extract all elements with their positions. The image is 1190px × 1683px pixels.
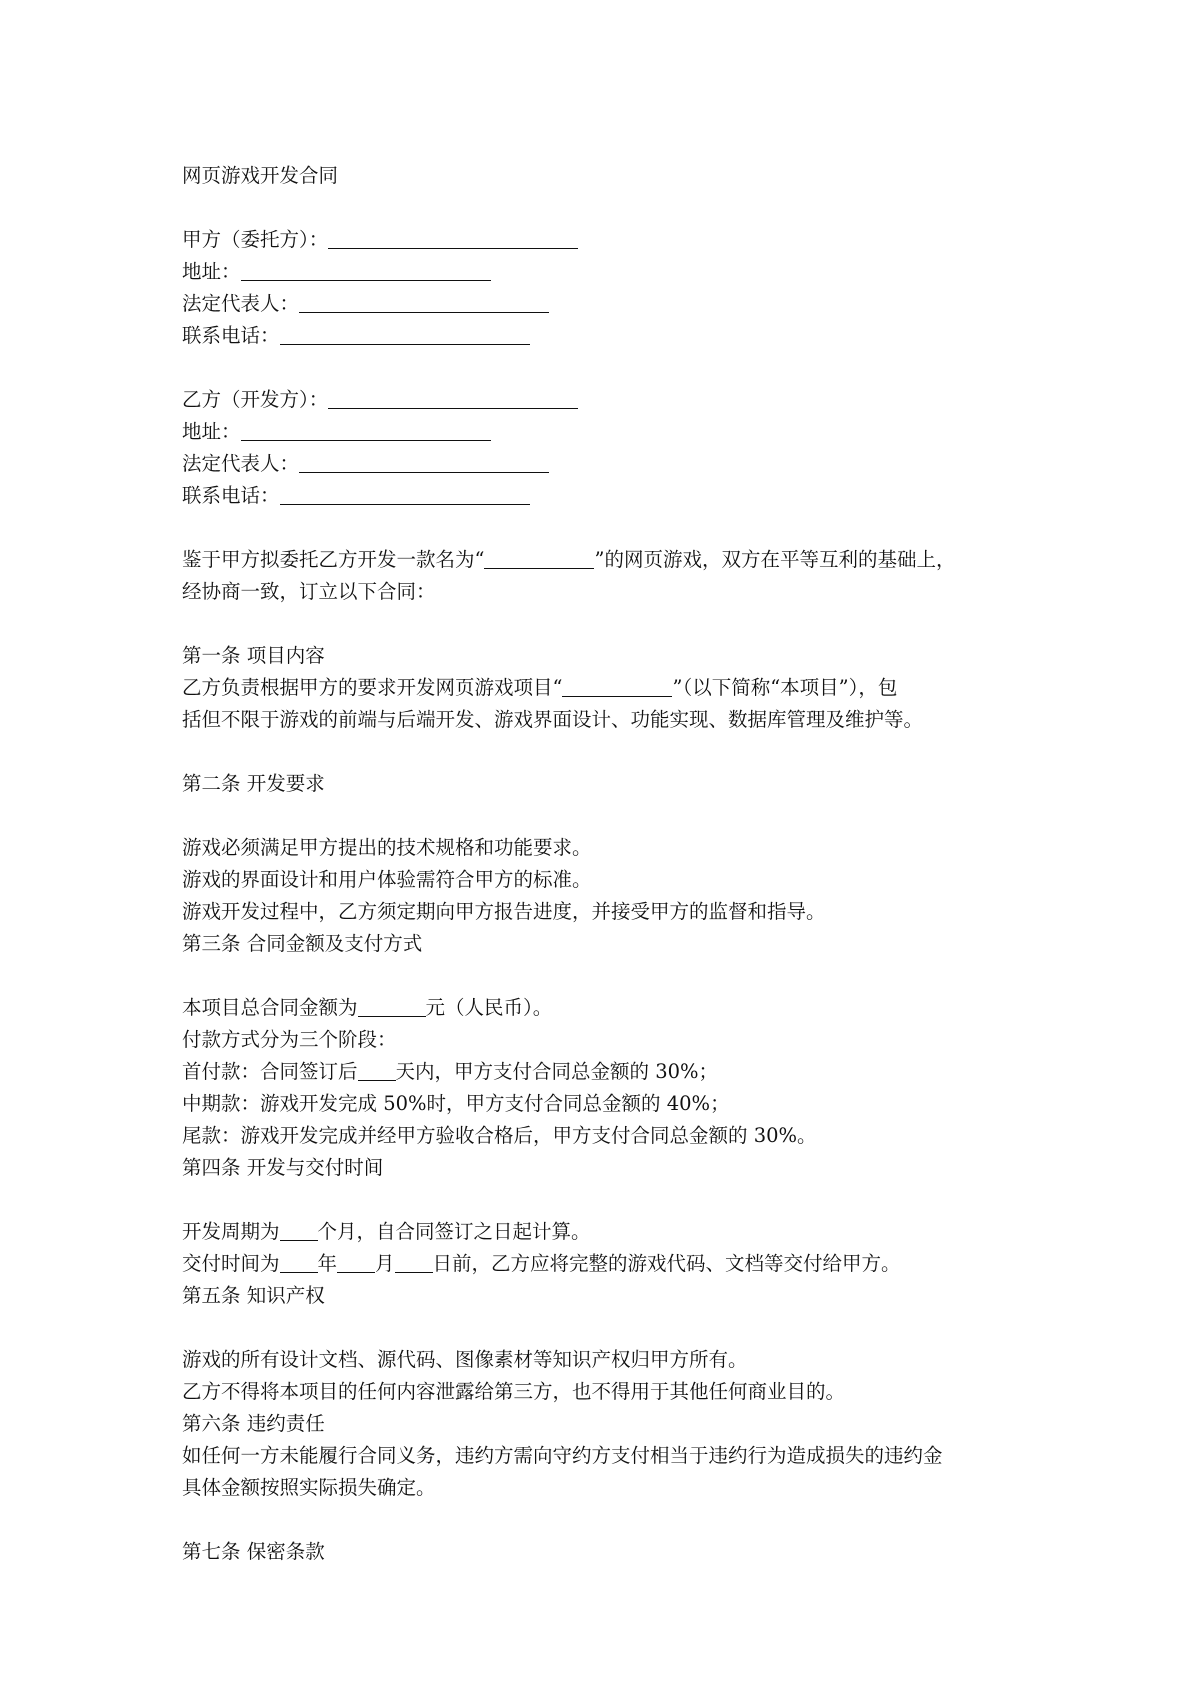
party-b-name-blank[interactable] — [328, 386, 578, 409]
party-a-rep-label: 法定代表人： — [182, 292, 300, 315]
party-a-phone-row — [182, 320, 1022, 352]
amount-text-pre: 本项目总合同金额为 — [182, 996, 358, 1019]
preamble-text-post: ”的网页游戏，双方在平等互利的基础上， — [594, 548, 956, 571]
party-b-phone-blank[interactable] — [280, 482, 530, 505]
party-b-phone-label: 联系电话： — [182, 484, 280, 507]
preamble-line-2: 经协商一致，订立以下合同： — [182, 580, 436, 603]
article-2-heading: 第二条 开发要求 — [182, 772, 325, 795]
first-payment-text-pre: 首付款：合同签订后 — [182, 1060, 358, 1083]
article-7-heading: 第七条 保密条款 — [182, 1540, 325, 1563]
delivery-day-blank[interactable] — [395, 1250, 433, 1273]
payment-intro: 付款方式分为三个阶段： — [182, 1028, 397, 1051]
preamble-text-pre: 鉴于甲方拟委托乙方开发一款名为“ — [182, 548, 485, 571]
delivery-text-pre: 交付时间为 — [182, 1252, 280, 1275]
party-a-name-label: 甲方（委托方）： — [182, 228, 329, 251]
article-2-item: 游戏开发过程中，乙方须定期向甲方报告进度，并接受甲方的监督和指导。 — [182, 900, 826, 923]
article-6-heading: 第六条 违约责任 — [182, 1412, 325, 1435]
first-payment-text-post: 天内，甲方支付合同总金额的 30%； — [395, 1060, 719, 1083]
period-text-pre: 开发周期为 — [182, 1220, 280, 1243]
party-a-rep-blank[interactable] — [299, 290, 549, 313]
period-text-post: 个月，自合同签订之日起计算。 — [317, 1220, 591, 1243]
dev-period-months-blank[interactable] — [280, 1218, 318, 1241]
first-payment-days-blank[interactable] — [358, 1058, 396, 1081]
final-payment-row: 尾款：游戏开发完成并经甲方验收合格后，甲方支付合同总金额的 30%。 — [182, 1124, 817, 1147]
party-a-address-label: 地址： — [182, 260, 241, 283]
preamble-line-1 — [182, 544, 1022, 576]
party-b-rep-blank[interactable] — [299, 450, 549, 473]
article-4-heading: 第四条 开发与交付时间 — [182, 1156, 384, 1179]
party-a-address-blank[interactable] — [241, 258, 491, 281]
game-name-blank[interactable] — [484, 546, 594, 569]
project-name-blank[interactable] — [562, 674, 672, 697]
year-label: 年 — [317, 1252, 338, 1275]
party-b-phone-row — [182, 480, 1022, 512]
article-5-heading: 第五条 知识产权 — [182, 1284, 325, 1307]
delivery-text-post: 日前，乙方应将完整的游戏代码、文档等交付给甲方。 — [432, 1252, 901, 1275]
party-a-phone-blank[interactable] — [280, 322, 530, 345]
party-b-address-blank[interactable] — [241, 418, 491, 441]
article-2-item: 游戏的界面设计和用户体验需符合甲方的标准。 — [182, 868, 592, 891]
article-1-line-2: 括但不限于游戏的前端与后端开发、游戏界面设计、功能实现、数据库管理及维护等。 — [182, 708, 924, 731]
dev-period-row — [182, 1216, 1022, 1248]
party-b-rep-row — [182, 448, 1022, 480]
party-a-rep-row — [182, 288, 1022, 320]
party-b-address-row — [182, 416, 1022, 448]
amount-text-post: 元（人民币）。 — [425, 996, 553, 1019]
delivery-year-blank[interactable] — [280, 1250, 318, 1273]
article-1-heading: 第一条 项目内容 — [182, 644, 325, 667]
article-2-item: 游戏必须满足甲方提出的技术规格和功能要求。 — [182, 836, 592, 859]
delivery-month-blank[interactable] — [337, 1250, 375, 1273]
party-a-phone-label: 联系电话： — [182, 324, 280, 347]
first-payment-row — [182, 1056, 1022, 1088]
article-1-line-1 — [182, 672, 1022, 704]
article-5-item: 乙方不得将本项目的任何内容泄露给第三方，也不得用于其他任何商业目的。 — [182, 1380, 846, 1403]
party-a-name-row — [182, 224, 1022, 256]
party-b-name-row — [182, 384, 1022, 416]
contract-page — [182, 160, 1022, 1568]
party-b-rep-label: 法定代表人： — [182, 452, 300, 475]
mid-payment-row: 中期款：游戏开发完成 50%时，甲方支付合同总金额的 40%； — [182, 1092, 730, 1115]
delivery-date-row — [182, 1248, 1022, 1280]
contract-amount-row — [182, 992, 1022, 1024]
article-1-text-post: ”（以下简称“本项目”），包 — [672, 676, 898, 699]
article-5-item: 游戏的所有设计文档、源代码、图像素材等知识产权归甲方所有。 — [182, 1348, 748, 1371]
party-a-name-blank[interactable] — [328, 226, 578, 249]
article-1-text-pre: 乙方负责根据甲方的要求开发网页游戏项目“ — [182, 676, 563, 699]
contract-amount-blank[interactable] — [358, 994, 426, 1017]
article-6-line-1: 如任何一方未能履行合同义务，违约方需向守约方支付相当于违约行为造成损失的违约金 — [182, 1444, 943, 1467]
party-b-address-label: 地址： — [182, 420, 241, 443]
party-b-name-label: 乙方（开发方）： — [182, 388, 329, 411]
article-6-line-2: 具体金额按照实际损失确定。 — [182, 1476, 436, 1499]
party-a-address-row — [182, 256, 1022, 288]
document-title: 网页游戏开发合同 — [182, 164, 339, 187]
article-3-heading: 第三条 合同金额及支付方式 — [182, 932, 423, 955]
month-label: 月 — [375, 1252, 395, 1275]
